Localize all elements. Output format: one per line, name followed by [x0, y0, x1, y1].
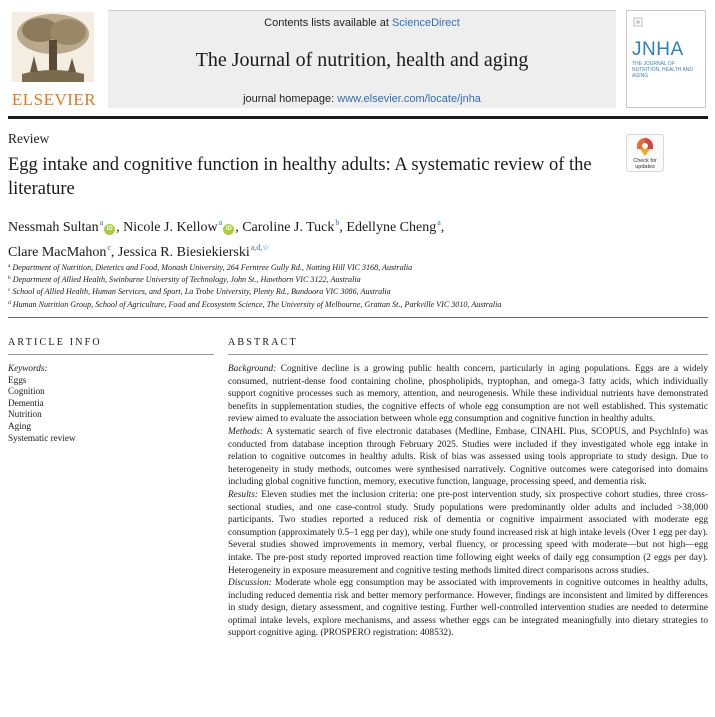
header-divider	[8, 116, 708, 119]
affiliation-item	[8, 273, 708, 285]
abstract-section-text: Eleven studies met the inclusion criteria: one pre-post intervention study, six prospective cohort studies, three cross-sectional studies, and one case-control study. Study populations were predominantly older adults and included >38,000 participants. Two studies reported a reduced risk of dementia or cognitive impairment associated with moderate egg consumption (approximately 0.5–1 egg per day), while one study found increased risk at high intake levels (Over 1 egg per day). Several studies showed improvements in memory, verbal fluency, or processing speed with moderate—but not high—egg intake. The pre-post study reported improved reaction time following eight weeks of daily egg consumption (2 eggs per day). Heterogeneity in exposure measurement and cognitive testing methods limited direct comparisons across studies.	[228, 489, 708, 576]
cover-subtitle: THE JOURNAL OF NUTRITION, HEALTH AND AGING	[632, 61, 694, 79]
article-info-heading: ARTICLE INFO	[8, 337, 102, 348]
author-separator: ,	[339, 220, 347, 235]
sciencedirect-link[interactable]: ScienceDirect	[391, 17, 460, 29]
author-affiliation-marker[interactable]: a	[99, 218, 104, 227]
abstract-section	[228, 577, 708, 640]
keyword-item[interactable]: Dementia	[8, 397, 44, 408]
affiliation-text: Department of Nutrition, Dietetics and Food, Monash University, 264 Ferntree Gully Rd., Notting Hill VIC 3168, Australia	[12, 263, 413, 272]
keywords-block	[8, 363, 208, 444]
elsevier-tree-icon	[12, 12, 94, 82]
article-type: Review	[8, 131, 50, 146]
author-name[interactable]: Jessica R. Biesiekierski	[117, 245, 250, 260]
abstract-section	[228, 426, 708, 489]
author-name[interactable]: Nessmah Sultan	[8, 220, 99, 235]
author-name[interactable]: Caroline J. Tuck	[242, 220, 335, 235]
author-separator: ,	[235, 220, 243, 235]
abstract-section-text: Moderate whole egg consumption may be associated with improvements in cognitive outcomes in healthy adults, including reduced dementia risk and better memory performance. However, findings are inconsistent and limited by differences in study design, dietary assessment, and cognitive testing. Further well-controlled intervention studies are needed to determine optimal intake levels, explore mechanisms, and assess whether eggs can be integrated meaningfully into dietary strategies to support cognitive aging. (PROSPERO registration: 408532).	[228, 578, 708, 639]
keyword-item[interactable]: Eggs	[8, 374, 27, 385]
keyword-item[interactable]: Cognition	[8, 386, 45, 397]
corresponding-author-icon[interactable]: ☆	[262, 243, 270, 252]
elsevier-logo[interactable]	[8, 10, 100, 110]
affiliation-item	[8, 285, 708, 297]
author-name[interactable]: Edellyne Cheng	[346, 220, 437, 235]
crossmark-label: Check for updates	[633, 158, 657, 170]
abstract-section-text: A systematic search of five electronic databases (Medline, Embase, CINAHL Plus, SCOPUS, and PsychInfo) was conducted from database inception through February 2025. Studies were included if they investigated whole egg intake in relation to cognitive outcomes in healthy adults. Risk of bias was assessed using tools appropriate to study design. Due to heterogeneity in study methods, outcomes were synthesised narratively. Cognitive outcomes were categorised into domains including global cognitive function, memory, executive function, language, processing speed, and dementia risk.	[228, 426, 708, 488]
affiliation-divider	[8, 317, 708, 318]
abstract-section-label: Methods:	[228, 426, 264, 437]
author-separator: ,	[440, 220, 445, 235]
homepage-line	[108, 93, 616, 105]
journal-header	[8, 8, 708, 108]
journal-banner	[108, 10, 616, 108]
author-affiliation-marker[interactable]: a,d,	[250, 243, 263, 252]
abstract-section-text: Cognitive decline is a growing public health concern, particularly in aging populations. Eggs are a widely consumed, nutrient-dense food containing choline, phospholipids, tryptophan, and omega-3 fatty acids, which individually support cognitive processes such as memory, attention, and neurogenesis. While these individual nutrients have demonstrated benefits in supplementation studies, the cognitive effects of whole egg consumption are not well established. This systematic review aimed to evaluate the association between whole egg consumption and cognitive function in healthy adults.	[228, 364, 708, 425]
keywords-list	[8, 375, 208, 445]
author-separator: ,	[110, 245, 118, 260]
orcid-icon[interactable]: iD	[223, 224, 234, 235]
affiliation-marker: c	[8, 287, 11, 294]
abstract-section-label: Background:	[228, 364, 277, 374]
abstract-section	[228, 489, 708, 577]
affiliation-text: School of Allied Health, Human Services, and Sport, La Trobe University, Plenty Rd., Bundoora VIC 3086, Australia	[12, 287, 391, 297]
affiliation-marker: a	[8, 263, 11, 269]
journal-cover-thumbnail[interactable]	[626, 10, 706, 108]
keyword-item[interactable]: Aging	[8, 420, 31, 431]
keywords-label: Keywords:	[8, 363, 48, 373]
author-list	[8, 213, 628, 263]
author-separator: ,	[116, 220, 124, 235]
author-name[interactable]: Nicole J. Kellow	[123, 220, 218, 235]
keyword-item[interactable]: Systematic review	[8, 432, 76, 443]
contents-line	[108, 17, 616, 29]
author-affiliation-marker[interactable]: c	[107, 243, 111, 252]
journal-badge-icon	[633, 17, 643, 27]
contents-prefix: Contents lists available at	[264, 17, 392, 29]
author-affiliation-marker[interactable]: a	[218, 218, 223, 227]
abstract-body	[228, 363, 708, 640]
affiliation-item	[8, 261, 708, 273]
abstract-section-label: Results:	[228, 489, 258, 500]
cover-title: JNHA	[632, 39, 684, 60]
author-affiliation-marker[interactable]: a	[437, 218, 441, 227]
publisher-name: ELSEVIER	[11, 90, 97, 109]
check-for-updates-button[interactable]	[626, 134, 664, 172]
affiliation-text: Human Nutrition Group, School of Agriculture, Food and Ecosystem Science, The University of Melbourne, Grattan St., Parkville VIC 3010, Australia	[12, 299, 502, 309]
affiliation-marker: d	[8, 299, 11, 306]
affiliation-list	[8, 261, 708, 310]
homepage-prefix: journal homepage:	[243, 93, 338, 105]
affiliation-marker: b	[8, 275, 11, 282]
affiliation-text: Department of Allied Health, Swinburne University of Technology, John St., Hawthorn VIC 3122, Australia	[12, 275, 361, 285]
abstract-section-label: Discussion:	[228, 578, 272, 589]
abstract-section	[228, 363, 708, 426]
article-title: Egg intake and cognitive function in healthy adults: A systematic review of the literature	[8, 155, 592, 199]
homepage-link[interactable]: www.elsevier.com/locate/jnha	[337, 93, 481, 105]
author-name[interactable]: Clare MacMahon	[8, 245, 107, 260]
journal-title[interactable]: The Journal of nutrition, health and aging	[195, 49, 529, 71]
affiliation-item	[8, 298, 708, 310]
abstract-rule	[228, 354, 708, 355]
article-info-rule	[8, 354, 214, 355]
author-affiliation-marker[interactable]: b	[335, 218, 340, 227]
abstract-heading: ABSTRACT	[228, 337, 298, 348]
keyword-item[interactable]: Nutrition	[8, 409, 42, 420]
crossmark-icon	[637, 138, 653, 156]
orcid-icon[interactable]: iD	[104, 224, 115, 235]
